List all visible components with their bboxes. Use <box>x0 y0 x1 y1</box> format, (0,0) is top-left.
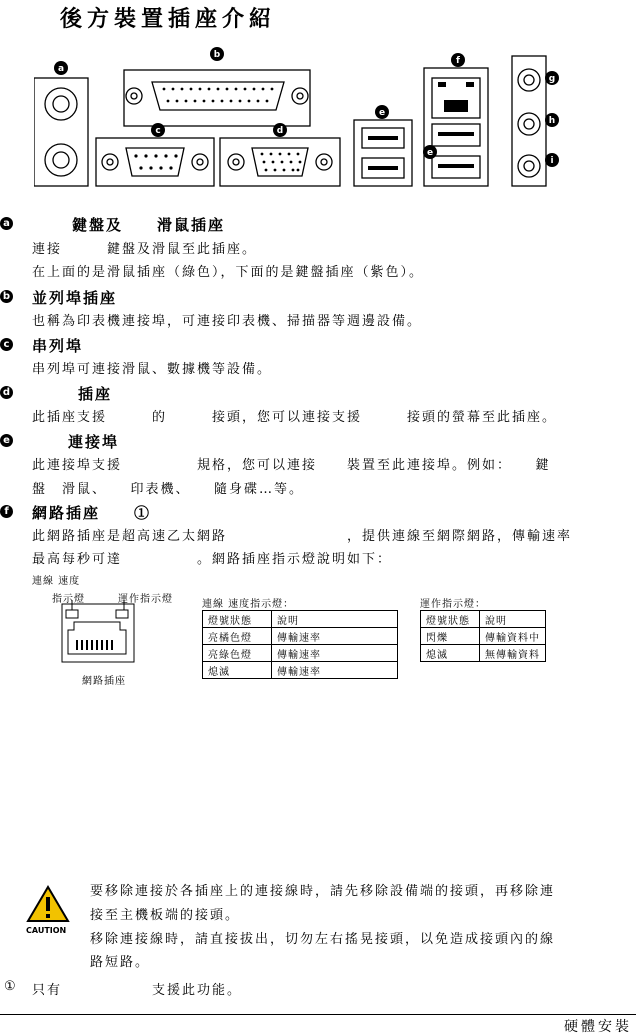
table-cell: 無傳輸資料 <box>480 645 546 662</box>
section-line: 也稱為印表機連接埠，可連接印表機、掃描器等週邊設備。 <box>32 314 423 329</box>
lan-speed-label: 連線 速度 <box>32 576 81 587</box>
speed-table-title: 連線 速度指示燈： <box>202 599 295 610</box>
table-row <box>421 645 546 662</box>
badge-e: e <box>0 434 13 447</box>
lan-port-caption: 網路插座 <box>82 676 126 687</box>
callout-d: d <box>276 126 284 136</box>
badge-f: f <box>0 505 13 518</box>
section-heading: 連接埠 <box>68 433 120 451</box>
table-cell: 傳輸資料中 <box>480 628 546 645</box>
parallel-port <box>152 82 284 110</box>
footnote-mark: ① <box>4 979 16 994</box>
activity-led-table <box>420 610 546 662</box>
callout-e-2: e <box>426 148 434 158</box>
table-header-cell: 說明 <box>272 611 398 628</box>
footer-chapter: 硬體安裝 <box>564 1019 632 1035</box>
section-heading: 並列埠插座 <box>32 289 118 307</box>
caution-line: 接至主機板端的接頭。 <box>90 908 241 923</box>
section-heading: 串列埠 <box>32 337 84 355</box>
section-line: 此網路插座是超高速乙太網路 ，提供連線至網際網路，傳輸速率 <box>32 529 573 544</box>
callout-h: h <box>548 116 556 126</box>
table-cell: 熄滅 <box>203 662 272 679</box>
activity-table-title: 運作指示燈： <box>420 599 486 610</box>
badge-d: d <box>0 386 13 399</box>
ps2-keyboard-port <box>45 144 77 176</box>
footnote-text: 只有 支援此功能。 <box>32 983 243 998</box>
usb-port-block-1 <box>354 120 412 186</box>
footer-rule <box>0 1014 636 1015</box>
rear-panel-diagram <box>34 44 564 194</box>
callout-g: g <box>548 74 556 84</box>
lan-usb-block <box>424 68 488 186</box>
section-heading: 插座 <box>78 385 113 403</box>
section-line: 最高每秒可達 。網路插座指示燈說明如下： <box>32 552 393 567</box>
callout-f: f <box>456 56 460 66</box>
badge-b: b <box>0 290 13 303</box>
table-header-cell: 說明 <box>480 611 546 628</box>
table-cell: 亮橘色燈 <box>203 628 272 645</box>
vga-port-frame <box>220 138 340 186</box>
table-cell: 亮綠色燈 <box>203 645 272 662</box>
section-line: 連接 鍵盤及滑鼠至此插座。 <box>32 242 258 257</box>
section-heading: 網路插座 ① <box>32 504 152 522</box>
table-cell: 熄滅 <box>421 645 480 662</box>
table-row <box>203 645 398 662</box>
table-row <box>421 611 546 628</box>
table-row <box>203 611 398 628</box>
table-row <box>421 628 546 645</box>
page-title: 後方裝置插座介紹 <box>60 7 277 32</box>
caution-line: 要移除連接於各插座上的連接線時，請先移除設備端的接頭，再移除連 <box>90 884 556 899</box>
badge-a: a <box>0 217 13 230</box>
section-line: 此插座支援 的 接頭，您可以連接支援 接頭的螢幕至此插座。 <box>32 410 558 425</box>
table-cell: 閃爍 <box>421 628 480 645</box>
section-heading: 鍵盤及 滑鼠插座 <box>72 216 226 234</box>
lan-port-diagram <box>50 600 190 670</box>
caution-line: 路短路。 <box>90 955 151 970</box>
table-row <box>203 628 398 645</box>
table-cell: 傳輸速率 <box>272 645 398 662</box>
section-line: 串列埠可連接滑鼠、數據機等設備。 <box>32 362 273 377</box>
callout-a: a <box>57 64 65 74</box>
table-header-cell: 燈號狀態 <box>421 611 480 628</box>
caution-icon <box>26 885 70 925</box>
ps2-port-block <box>34 78 88 186</box>
parallel-port-frame <box>124 70 310 126</box>
lan-activity-indicator-label: 運作指示燈 <box>118 594 173 605</box>
table-cell: 傳輸速率 <box>272 662 398 679</box>
speed-led-table <box>202 610 398 679</box>
badge-c: c <box>0 338 13 351</box>
ps2-mouse-port <box>45 88 77 120</box>
section-line: 此連接埠支援 規格，您可以連接 裝置至此連接埠。例如： 鍵 <box>32 458 551 473</box>
table-cell: 傳輸速率 <box>272 628 398 645</box>
section-line: 在上面的是滑鼠插座（綠色），下面的是鍵盤插座（紫色）。 <box>32 265 425 280</box>
table-row <box>203 662 398 679</box>
caution-line: 移除連接線時，請直接拔出，切勿左右搖晃接頭，以免造成接頭內的線 <box>90 932 556 947</box>
callout-b: b <box>213 50 221 60</box>
serial-port-frame <box>96 138 214 186</box>
callout-i: i <box>550 156 554 166</box>
caution-label: CAUTION <box>26 926 67 935</box>
section-line: 盤 滑鼠、 印表機、 隨身碟…等。 <box>32 482 305 497</box>
serial-port <box>126 148 184 176</box>
table-header-cell: 燈號狀態 <box>203 611 272 628</box>
lan-speed-indicator-label: 指示燈 <box>52 594 85 605</box>
callout-e: e <box>378 108 386 118</box>
callout-c: c <box>155 126 161 136</box>
